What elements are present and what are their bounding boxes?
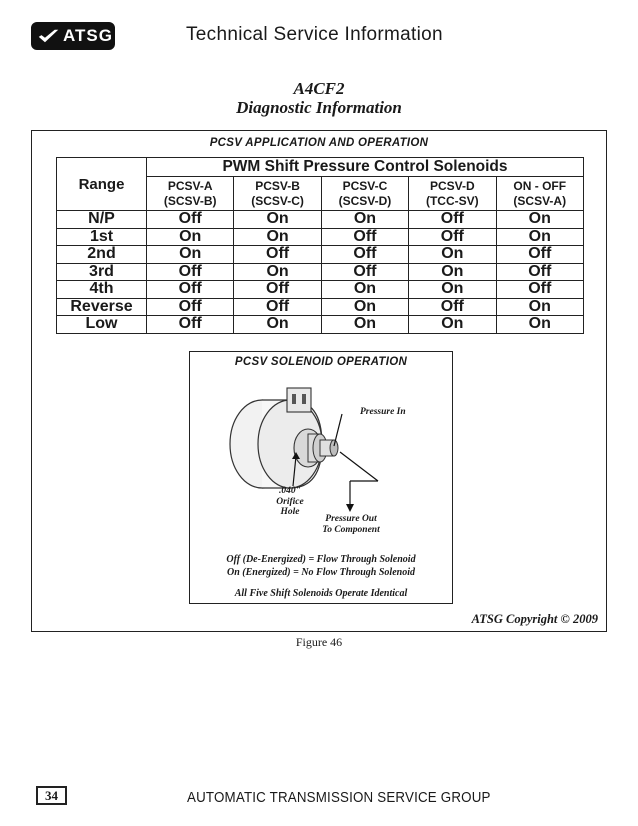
state-cell: Off — [409, 228, 496, 246]
solenoid-operation-title: PCSV SOLENOID OPERATION — [234, 356, 408, 368]
state-cell: Off — [147, 263, 234, 281]
state-cell: Off — [147, 281, 234, 299]
document-subtitle: Diagnostic Information — [236, 98, 402, 117]
table-row — [57, 263, 584, 281]
column-header: PCSV-C (SCSV-D) — [321, 177, 408, 211]
state-cell: On — [321, 281, 408, 299]
range-cell: 4th — [57, 281, 147, 299]
state-cell: Off — [147, 298, 234, 316]
state-cell: Off — [234, 246, 321, 264]
copyright: ATSG Copyright © 2009 — [471, 612, 598, 626]
state-cell: Off — [409, 211, 496, 229]
application-table — [56, 157, 584, 334]
application-caption: PCSV APPLICATION AND OPERATION — [209, 137, 429, 149]
state-cell: Off — [147, 211, 234, 229]
state-cell: Off — [496, 263, 584, 281]
solenoid-group-header: PWM Shift Pressure Control Solenoids — [147, 158, 584, 177]
state-cell: Off — [234, 281, 321, 299]
pressure-in-label: Pressure In — [360, 407, 406, 417]
column-header: PCSV-D (TCC-SV) — [409, 177, 496, 211]
check-swoosh-icon — [37, 26, 60, 46]
solenoid-operation-box — [189, 351, 453, 604]
state-cell: On — [321, 316, 408, 334]
state-cell: Off — [234, 298, 321, 316]
state-cell: On — [321, 298, 408, 316]
solenoid-illustration — [190, 352, 452, 603]
column-header: ON - OFF (SCSV-A) — [496, 177, 584, 211]
orifice-label: .040" Orifice Hole — [276, 486, 304, 517]
state-cell: On — [147, 228, 234, 246]
logo-text: ATSG — [63, 26, 113, 45]
range-cell: N/P — [57, 211, 147, 229]
state-cell: Off — [147, 316, 234, 334]
all-solenoids-note: All Five Shift Solenoids Operate Identical — [234, 588, 408, 599]
state-cell: On — [496, 316, 584, 334]
range-cell: 2nd — [57, 246, 147, 264]
on-note: On (Energized) = No Flow Through Solenoid — [227, 567, 415, 578]
state-cell: On — [409, 316, 496, 334]
table-row — [57, 316, 584, 334]
state-cell: On — [496, 211, 584, 229]
state-cell: On — [321, 211, 408, 229]
pressure-out-label: Pressure Out To Component — [322, 514, 380, 535]
range-header: Range — [57, 158, 147, 211]
state-cell: On — [234, 228, 321, 246]
footer-organization: AUTOMATIC TRANSMISSION SERVICE GROUP — [187, 790, 491, 806]
table-row — [57, 298, 584, 316]
table-row — [57, 281, 584, 299]
figure-frame — [31, 130, 607, 632]
range-cell: 1st — [57, 228, 147, 246]
state-cell: On — [409, 263, 496, 281]
state-cell: Off — [496, 246, 584, 264]
document-model: A4CF2 — [293, 79, 345, 98]
state-cell: Off — [321, 263, 408, 281]
table-row — [57, 211, 584, 229]
state-cell: On — [234, 316, 321, 334]
state-cell: Off — [496, 281, 584, 299]
table-row — [57, 228, 584, 246]
state-cell: On — [147, 246, 234, 264]
state-cell: Off — [321, 246, 408, 264]
state-cell: Off — [321, 228, 408, 246]
header-title: Technical Service Information — [186, 24, 443, 45]
column-header: PCSV-B (SCSV-C) — [234, 177, 321, 211]
state-cell: On — [409, 281, 496, 299]
state-cell: On — [496, 298, 584, 316]
state-cell: Off — [409, 298, 496, 316]
table-row — [57, 246, 584, 264]
state-cell: On — [234, 211, 321, 229]
atsg-logo — [31, 22, 115, 50]
state-cell: On — [496, 228, 584, 246]
state-cell: On — [409, 246, 496, 264]
range-cell: Low — [57, 316, 147, 334]
range-cell: Reverse — [57, 298, 147, 316]
column-header: PCSV-A (SCSV-B) — [147, 177, 234, 211]
off-note: Off (De-Energized) = Flow Through Solenoid — [226, 554, 416, 565]
range-cell: 3rd — [57, 263, 147, 281]
figure-caption: Figure 46 — [295, 635, 343, 649]
page-number: 34 — [36, 786, 67, 805]
state-cell: On — [234, 263, 321, 281]
